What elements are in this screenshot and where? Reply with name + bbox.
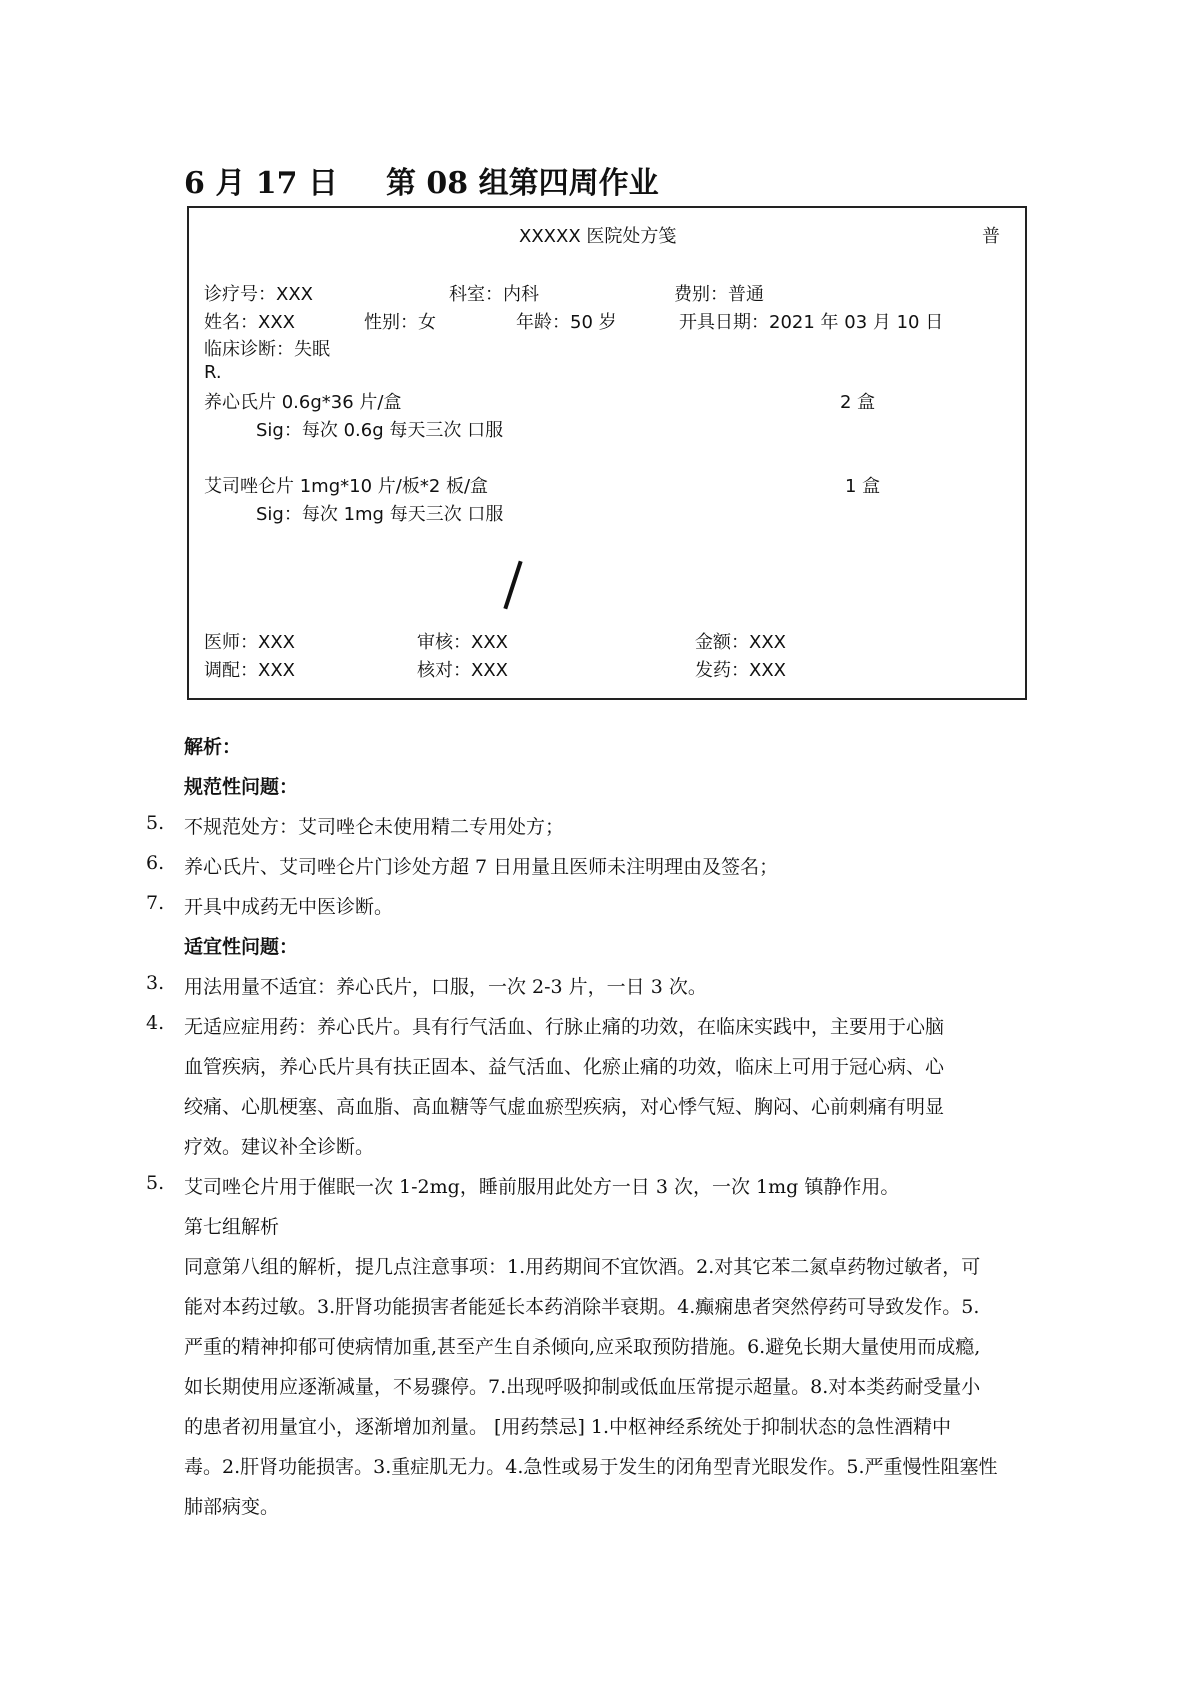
fit-item: 艾司唑仑片用于催眠一次 1-2mg，睡前服用此处方一日 3 次，一次 1mg 镇静作用。 xyxy=(184,1176,900,1198)
department: 科室：内科 xyxy=(449,284,539,305)
drug-name: 养心氏片 0.6g*36 片/盒 xyxy=(204,392,402,413)
item-number: 6. xyxy=(146,852,165,874)
group7-line: 如长期使用应逐渐减量，不易骤停。7.出现呼吸抑制或低血压常提示超量。8.对本类药耐受量小 xyxy=(184,1376,981,1398)
end-slash-mark xyxy=(503,561,522,610)
drug-sig: Sig：每次 0.6g 每天三次 口服 xyxy=(256,420,504,441)
dispenser: 调配：XXX xyxy=(204,660,295,681)
group7-line: 严重的精神抑郁可使病情加重,甚至产生自杀倾向,应采取预防措施。6.避免长期大量使用而成瘾, xyxy=(184,1336,981,1358)
prescription-type: 普 xyxy=(982,226,1000,247)
page-title xyxy=(184,158,659,202)
norm-item: 开具中成药无中医诊断。 xyxy=(184,896,394,918)
prescription-form xyxy=(187,206,1027,700)
diagnosis: 临床诊断：失眠 xyxy=(204,339,330,360)
group7-line: 能对本药过敏。3.肝肾功能损害者能延长本药消除半衰期。4.癫痫患者突然停药可导致发作。5. xyxy=(184,1296,980,1318)
norm-heading: 规范性问题： xyxy=(184,776,299,798)
title-date: 6 月 17 日 xyxy=(184,166,338,201)
reviewer: 审核：XXX xyxy=(417,632,508,653)
patient-name: 姓名：XXX xyxy=(204,312,295,333)
clinic-no: 诊疗号：XXX xyxy=(204,284,313,305)
item-number: 5. xyxy=(146,1172,165,1194)
doctor: 医师：XXX xyxy=(204,632,295,653)
item-number: 7. xyxy=(146,892,165,914)
title-heading: 第 08 组第四周作业 xyxy=(385,166,659,201)
norm-item: 不规范处方：艾司唑仑未使用精二专用处方； xyxy=(184,816,565,838)
group7-line: 毒。2.肝肾功能损害。3.重症肌无力。4.急性或易于发生的闭角型青光眼发作。5.严重慢性阻塞性 xyxy=(184,1456,998,1478)
drug-name: 艾司唑仑片 1mg*10 片/板*2 板/盒 xyxy=(204,476,489,497)
patient-gender: 性别：女 xyxy=(364,312,436,333)
fit-item-line: 血管疾病，养心氏片具有扶正固本、益气活血、化瘀止痛的功效，临床上可用于冠心病、心 xyxy=(184,1056,945,1078)
rx-mark: R. xyxy=(204,362,222,383)
drug-sig: Sig：每次 1mg 每天三次 口服 xyxy=(256,504,504,525)
item-number: 5. xyxy=(146,812,165,834)
fit-item-line: 绞痛、心肌梗塞、高血脂、高血糖等气虚血瘀型疾病，对心悸气短、胸闷、心前刺痛有明显 xyxy=(184,1096,945,1118)
issuer: 发药：XXX xyxy=(695,660,786,681)
group7-line: 肺部病变。 xyxy=(184,1496,280,1518)
norm-item: 养心氏片、艾司唑仑片门诊处方超 7 日用量且医师未注明理由及签名； xyxy=(184,856,779,878)
fit-item-line: 无适应症用药：养心氏片。具有行气活血、行脉止痛的功效，在临床实践中，主要用于心脑 xyxy=(184,1016,945,1038)
analysis-heading: 解析： xyxy=(184,736,242,758)
item-number: 3. xyxy=(146,972,165,994)
fit-heading: 适宜性问题： xyxy=(184,936,299,958)
item-number: 4. xyxy=(146,1012,165,1034)
patient-age: 年龄：50 岁 xyxy=(516,312,617,333)
group7-heading: 第七组解析 xyxy=(184,1216,280,1238)
amount: 金额：XXX xyxy=(695,632,786,653)
checker: 核对：XXX xyxy=(417,660,508,681)
group7-line: 同意第八组的解析，提几点注意事项：1.用药期间不宜饮酒。2.对其它苯二氮卓药物过敏者，可 xyxy=(184,1256,981,1278)
drug-qty: 2 盒 xyxy=(840,392,876,413)
fee-type: 费别：普通 xyxy=(674,284,764,305)
drug-qty: 1 盒 xyxy=(845,476,881,497)
issue-date: 开具日期：2021 年 03 月 10 日 xyxy=(679,312,944,333)
fit-item-line: 疗效。建议补全诊断。 xyxy=(184,1136,375,1158)
group7-line: 的患者初用量宜小，逐渐增加剂量。 [用药禁忌] 1.中枢神经系统处于抑制状态的急性酒精中 xyxy=(184,1416,952,1438)
fit-item: 用法用量不适宜：养心氏片，口服，一次 2-3 片，一日 3 次。 xyxy=(184,976,707,998)
hospital-name: XXXXX 医院处方笺 xyxy=(519,226,677,247)
